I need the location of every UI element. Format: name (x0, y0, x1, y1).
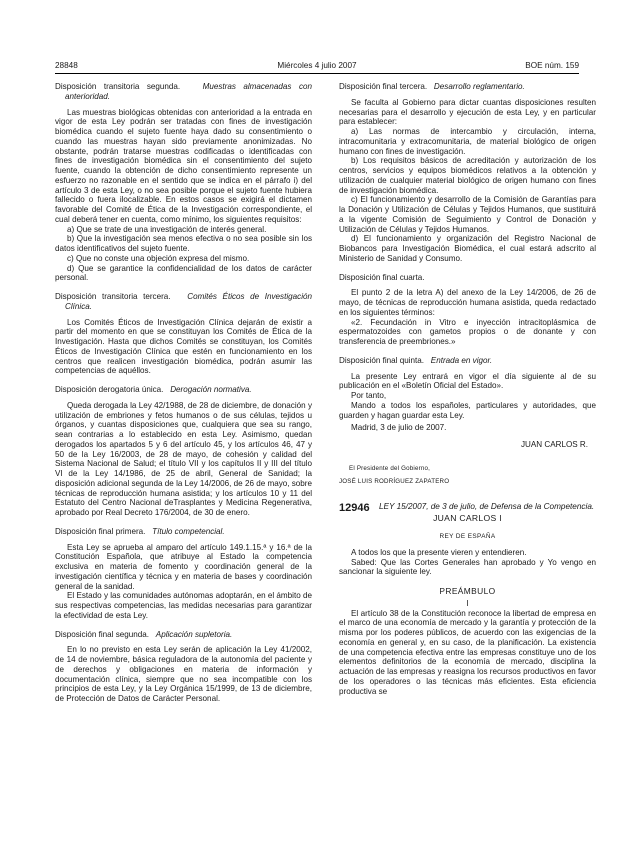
president-title: El Presidente del Gobierno, (349, 464, 431, 472)
page-header (55, 60, 579, 72)
king-signature: JUAN CARLOS R. (520, 440, 588, 449)
paragraph: Por tanto, (351, 391, 387, 400)
page-number: 28848 (55, 61, 78, 70)
list-item: b) Que la investigación sea menos efectiva o no sea posible sin los datos identificativos del sujeto fuente. (55, 234, 312, 253)
list-item: a) Que se trate de una investigación de interés general. (67, 224, 267, 234)
list-item: b) Los requisitos básicos de acreditación y autorización de los centros, servicios y equipos biomédicos relativos a la obtención y utilización de cualquier material biológico de origen humano con fines de investigación biomédica. (339, 156, 596, 195)
left-column (55, 82, 312, 704)
paragraph: Se faculta al Gobierno para dictar cuantas disposiciones resulten necesarias para el desarrollo y ejecución de esta Ley, y en particular para establecer: (339, 97, 596, 127)
date-place: Madrid, 3 de julio de 2007. (351, 423, 447, 433)
section-heading: Disposición final quinta. Entrada en vigor. (339, 355, 493, 365)
king-title: JUAN CARLOS I (433, 513, 502, 524)
quoted-text: «2. Fecundación in Vitro e inyección intracitoplásmica de espermatozoides con gametos propios o de donante y con transferencia de preembriones.» (339, 317, 596, 346)
list-item: c) Que no conste una objeción expresa del mismo. (67, 253, 250, 263)
king-subtitle: REY DE ESPAÑA (439, 533, 496, 540)
paragraph: Esta Ley se aprueba al amparo del artículo 149.1.15.ª y 16.ª de la Constitución Española, que atribuye al Estado la competencia exclusiva en materia de fomento y coordinación general de la investigación científica y técnica y en materia de bases y coordinación general de la sanidad. (55, 542, 312, 591)
paragraph: Sabed: Que las Cortes Generales han aprobado y Yo vengo en sancionar la siguiente ley. (339, 557, 596, 577)
preamble-heading: PREÁMBULO (439, 586, 496, 596)
bulletin-number: BOE núm. 159 (525, 61, 579, 70)
header-rule (55, 73, 579, 74)
law-number: 12946 (339, 502, 370, 515)
paragraph: Las muestras biológicas obtenidas con anterioridad a la entrada en vigor de esta Ley podrán ser tratadas con fines de investigación biomédica cuando el sujeto fuente haya dado su consentimiento o cuando las muestras hayan sido previamente anonimizadas. No obstante, podrán tratarse muestras codificadas o identificadas con fines de investigación biomédica sin el consentimiento del sujeto fuente, cuando la obtención de dicho consentimiento represente un esfuerzo no razonable en el sentido que se indica en el párrafo i) del artículo 3 de esta Ley, o no sea posible porque el sujeto fuente hubiera fallecido o fuera ilocalizable. En estos casos se exigirá el dictamen favorable del Comité de Ética de la Investigación correspondiente, el cual deberá tener en cuenta, como mínimo, los siguientes requisitos: (55, 107, 312, 224)
section-heading: Disposición transitoria tercera. Comités Éticos de Investigación Clínica. (55, 292, 312, 311)
list-item: d) Que se garantice la confidencialidad de los datos de carácter personal. (55, 263, 312, 283)
paragraph: La presente Ley entrará en vigor el día siguiente al de su publicación en el «Boletín Oficial del Estado». (339, 371, 596, 391)
paragraph: El Estado y las comunidades autónomas adoptarán, en el ámbito de sus respectivas competencias, las medidas necesarias para garantizar la efectividad de esta Ley. (55, 591, 312, 620)
section-heading: Disposición final segunda. Aplicación supletoria. (55, 629, 233, 639)
issue-date: Miércoles 4 julio 2007 (277, 61, 357, 70)
section-heading: Disposición final primera. Título competencial. (55, 526, 225, 536)
list-item: d) El funcionamiento y organización del Registro Nacional de Biobancos para Investigación Biomédica, el cual estará adscrito al Ministerio de Sanidad y Consumo. (339, 234, 596, 263)
section-heading: Disposición final cuarta. (339, 272, 425, 282)
paragraph: En lo no previsto en esta Ley serán de aplicación la Ley 41/2002, de 14 de noviembre, básica reguladora de la autonomía del paciente y de derechos y obligaciones en materia de información y documentación clínica, siempre que no sea incompatible con los principios de esta Ley, y la Ley Orgánica 15/1999, de 13 de diciembre, de Protección de Datos de Carácter Personal. (55, 645, 312, 703)
paragraph: El punto 2 de la letra A) del anexo de la Ley 14/2006, de 26 de mayo, de técnicas de reproducción humana asistida, queda redactado en los siguientes términos: (339, 288, 596, 317)
paragraph: El artículo 38 de la Constitución reconoce la libertad de empresa en el marco de una economía de mercado y la garantía y protección de la misma por los poderes públicos, de acuerdo con las exigencias de la economía en general y, en su caso, de la planificación. La existencia de una competencia efectiva entre las empresas constituye uno de los elementos definitorios de la economía de mercado, disciplina la actuación de las empresas y reasigna los recursos productivos en favor de los operadores o las técnicas más eficientes. Esta eficiencia productiva se (339, 608, 596, 696)
president-name: JOSÉ LUIS RODRÍGUEZ ZAPATERO (339, 477, 450, 485)
roman-numeral: I (466, 598, 469, 608)
list-item: c) El funcionamiento y desarrollo de la Comisión de Garantías para la Donación y Utilización de Células y Tejidos Humanos, que sustituirá a la vigente Comisión de Seguimiento y Control de Donación y Utilización de Células y Tejidos Humanos. (339, 195, 596, 234)
section-heading: Disposición final tercera. Desarrollo reglamentario. (339, 82, 525, 91)
list-item: a) Las normas de intercambio y circulación, interna, intracomunitaria y extracomunitaria, de material biológico de origen humano con fines de investigación. (339, 127, 596, 156)
paragraph: Los Comités Éticos de Investigación Clínica dejarán de existir a partir del momento en que se constituyan los Comités de Ética de la Investigación. Hasta que dichos Comités se constituyan, los Comités Éticos de Investigación Clínica que estén en funcionamiento en los centros que realicen investigación biomédica, podrán asumir las competencias de aquéllos. (55, 317, 312, 376)
paragraph: Mando a todos los españoles, particulares y autoridades, que guarden y hagan guardar esta Ley. (339, 400, 596, 420)
law-title: LEY 15/2007, de 3 de julio, de Defensa de la Competencia. (379, 502, 595, 512)
section-heading: Disposición transitoria segunda. Muestras almacenadas con anterioridad. (55, 82, 312, 101)
paragraph: A todos los que la presente vieren y entendieren. (351, 547, 527, 557)
section-heading: Disposición derogatoria única. Derogación normativa. (55, 385, 252, 394)
right-column (339, 82, 596, 696)
paragraph: Queda derogada la Ley 42/1988, de 28 de diciembre, de donación y utilización de embriones y fetos humanos o de sus células, tejidos u órganos, y cuantas disposiciones que, cualquiera que sea su rango, sean contrarias a lo establecido en esta Ley. Asimismo, quedan derogados los apartados 5 y 6 del artículo 45, y los artículos 46, 47 y 50 de la Ley 16/2003, de 28 de mayo, de cohesión y calidad del Sistema Nacional de Salud; el título VII y los capítulos II y III del título VI de la Ley 14/1986, de 25 de abril, General de Sanidad; la disposición adicional segunda de la Ley 14/2006, de 26 de mayo, sobre técnicas de reproducción humana asistida; y los artículos 10 y 11 del Estatuto del Centro Nacional deTrasplantes y Medicina Regenerativa, aprobado por Real Decreto 176/2004, de 30 de enero. (55, 400, 312, 517)
